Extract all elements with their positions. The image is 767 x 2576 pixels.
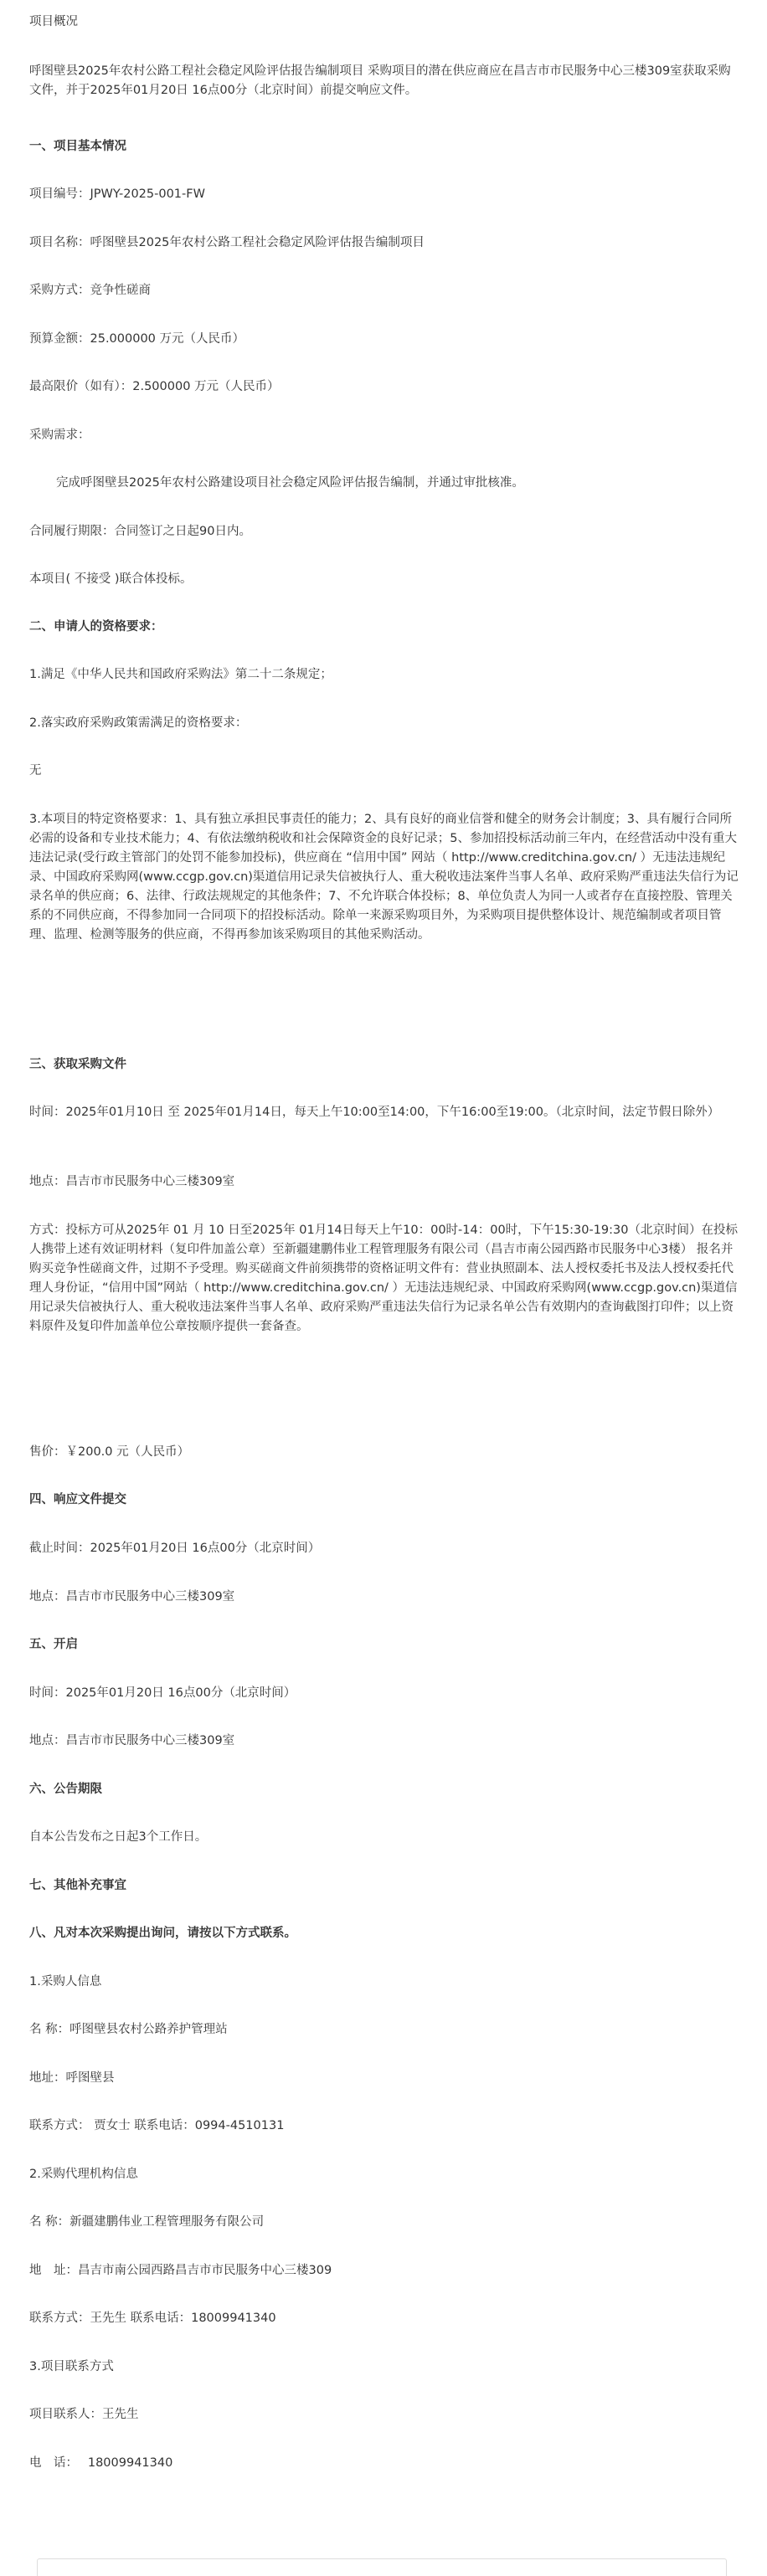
budget-amount: 预算金额：25.000000 万元（人民币） <box>29 332 245 346</box>
document-price: 售价：￥200.0 元（人民币） <box>29 1445 190 1459</box>
qualification-item-2: 2.落实政府采购政策需满足的资格要求： <box>29 716 248 730</box>
submission-location: 地点：昌吉市市民服务中心三楼309室 <box>29 1590 235 1604</box>
qualification-item-2-value: 无 <box>29 764 42 777</box>
purchaser-contact: 联系方式： 贾女士 联系电话：0994-4510131 <box>29 2119 285 2132</box>
purchaser-info-label: 1.采购人信息 <box>29 1975 102 1988</box>
agency-name: 名 称：新疆建鹏伟业工程管理服务有限公司 <box>29 2215 265 2229</box>
notice-period-text: 自本公告发布之日起3个工作日。 <box>29 1830 208 1844</box>
obtain-time: 时间：2025年01月10日 至 2025年01月14日，每天上午10:00至14:00，下午16:00至19:00。（北京时间，法定节假日除外） <box>29 1106 720 1119</box>
project-contact-phone: 电 话： 18009941340 <box>29 2456 173 2470</box>
section-heading-opening: 五、开启 <box>29 1638 78 1651</box>
section-heading-notice-period: 六、公告期限 <box>29 1783 102 1796</box>
project-number: 项目编号：JPWY-2025-001-FW <box>29 187 205 201</box>
bottom-panel <box>37 2558 727 2576</box>
qualification-item-1: 1.满足《中华人民共和国政府采购法》第二十二条规定； <box>29 668 332 681</box>
section-heading-response-submission: 四、响应文件提交 <box>29 1493 126 1506</box>
section-heading-contact: 八、凡对本次采购提出询问，请按以下方式联系。 <box>29 1927 296 1940</box>
overview-paragraph: 呼图壁县2025年农村公路工程社会稳定风险评估报告编制项目 采购项目的潜在供应商应在昌吉市市民服务中心三楼309室获取采购文件，并于2025年01月20日 16点00分（北京时间）前提交响应文件。 <box>29 64 731 97</box>
agency-address: 地 址：昌吉市南公园西路昌吉市市民服务中心三楼309 <box>29 2264 332 2277</box>
purchaser-address: 地址：呼图壁县 <box>29 2071 115 2085</box>
procurement-requirement-label: 采购需求： <box>29 428 90 442</box>
qualification-item-3: 3.本项目的特定资格要求：1、具有独立承担民事责任的能力；2、具有良好的商业信誉和健全的财务会计制度；3、具有履行合同所必需的设备和专业技术能力；4、有依法缴纳税收和社会保障资金的良好记录；5、参加招投标活动前三年内，在经营活动中没有重大违法记录(受行政主管部门的处罚不能参加投标)，供应商在 “信用中国” 网站（ http://www.creditchina.gov.cn/ ）无违法违规纪录、中国政府采购网(www.ccgp.gov.cn)渠道信用记录失信被执行人、重大税收违法案件当事人名单、政府采购严重违法失信行为记录名单的供应商；6、法律、行政法规规定的其他条件；7、不允许联合体投标；8、单位负责人为同一人或者存在直接控股、管理关系的不同供应商，不得参加同一合同项下的招投标活动。除单一来源采购项目外，为采购项目提供整体设计、规范编制或者项目管理、监理、检测等服务的供应商，不得再参加该采购项目的其他采购活动。 <box>29 813 739 942</box>
project-contact-person: 项目联系人：王先生 <box>29 2408 139 2421</box>
section-heading-qualifications: 二、申请人的资格要求： <box>29 620 163 634</box>
section-heading-supplementary: 七、其他补充事宜 <box>29 1879 126 1892</box>
obtain-location: 地点：昌吉市市民服务中心三楼309室 <box>29 1175 235 1188</box>
contract-period: 合同履行期限：合同签订之日起90日内。 <box>29 525 251 538</box>
project-overview-label: 项目概况 <box>29 15 78 28</box>
submission-deadline: 截止时间：2025年01月20日 16点00分（北京时间） <box>29 1542 321 1555</box>
project-name: 项目名称：呼图壁县2025年农村公路工程社会稳定风险评估报告编制项目 <box>29 236 425 249</box>
purchaser-name: 名 称：呼图壁县农村公路养护管理站 <box>29 2023 228 2036</box>
procurement-method: 采购方式：竞争性磋商 <box>29 284 151 297</box>
consortium-note: 本项目( 不接受 )联合体投标。 <box>29 572 193 586</box>
obtain-method: 方式：投标方可从2025年 01 月 10 日至2025年 01月14日每天上午10：00时-14：00时，下午15:30-19:30（北京时间）在投标人携带上述有效证明材料（复印件加盖公章）至新疆建鹏伟业工程管理服务有限公司（昌吉市南公园西路市民服务中心3楼） 报名并购买竞争性磋商文件，过期不予受理。购买磋商文件前须携带的资格证明文件有：营业执照副本、法人授权委托书及法人授权委托代理人身份证，“信用中国”网站（ http://www.creditchina.gov.cn/ ）无违法违规纪录、中国政府采购网(www.ccgp.gov.cn)渠道信用记录失信被执行人、重大税收违法案件当事人名单、政府采购严重违法失信行为记录名单公告有效期内的查询截图打印件；以上资料原件及复印件加盖单位公章按顺序提供一套备查。 <box>29 1224 738 1333</box>
project-contact-label: 3.项目联系方式 <box>29 2360 114 2373</box>
opening-location: 地点：昌吉市市民服务中心三楼309室 <box>29 1734 235 1747</box>
procurement-requirement-text: 完成呼图壁县2025年农村公路建设项目社会稳定风险评估报告编制，并通过审批核准。 <box>56 476 524 490</box>
section-heading-obtain-documents: 三、获取采购文件 <box>29 1058 126 1071</box>
agency-contact: 联系方式：王先生 联系电话：18009941340 <box>29 2312 276 2325</box>
opening-time: 时间：2025年01月20日 16点00分（北京时间） <box>29 1686 296 1700</box>
agency-info-label: 2.采购代理机构信息 <box>29 2168 138 2181</box>
max-price: 最高限价（如有）：2.500000 万元（人民币） <box>29 380 280 393</box>
section-heading-basic-info: 一、项目基本情况 <box>29 140 126 153</box>
